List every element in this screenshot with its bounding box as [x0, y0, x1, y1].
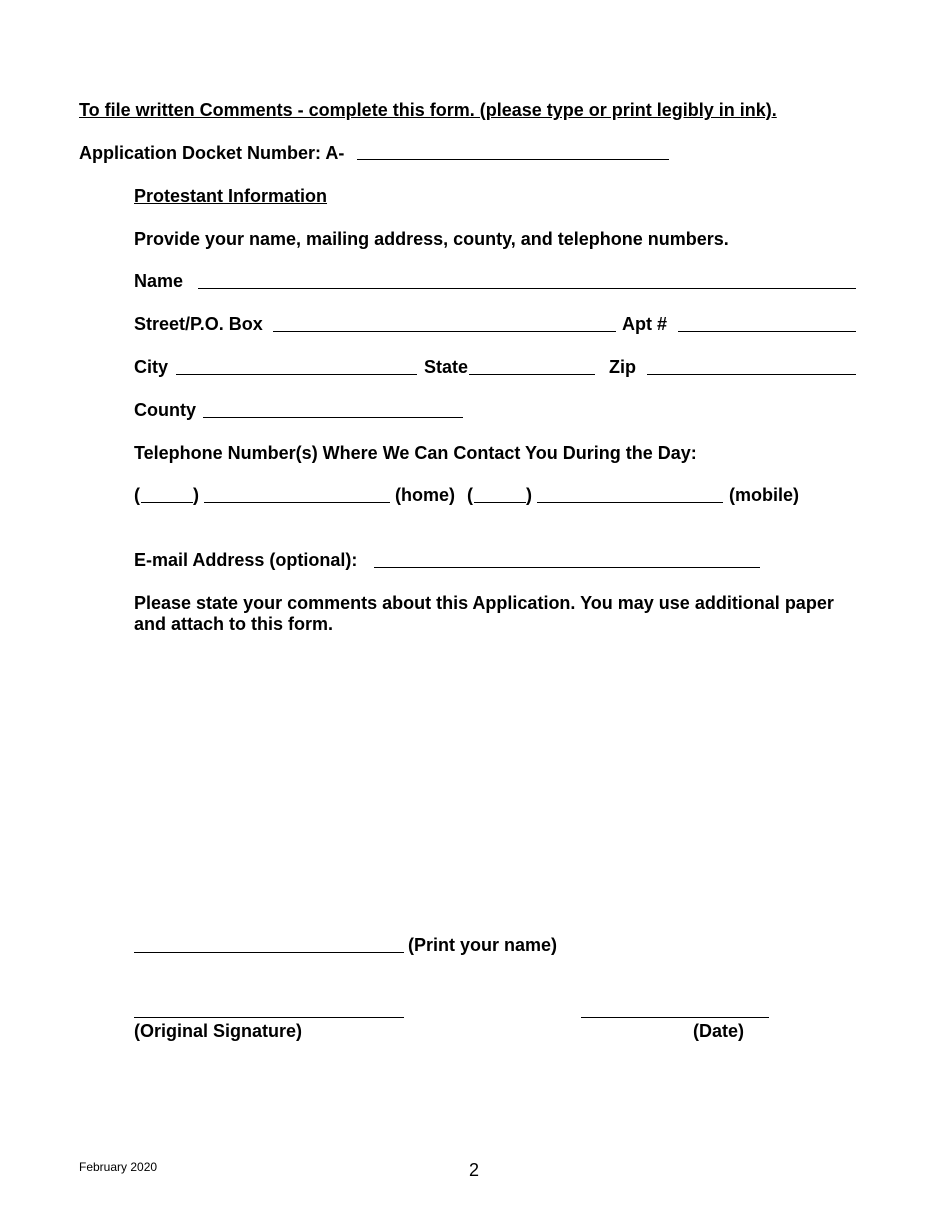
- date-label: (Date): [693, 1021, 745, 1041]
- county-field[interactable]: [203, 417, 463, 418]
- mobile-label: (mobile): [729, 485, 799, 505]
- apt-label: Apt #: [622, 314, 667, 334]
- form-heading: To file written Comments - complete this form. (please type or print legibly in ink).: [79, 100, 777, 120]
- zip-field[interactable]: [647, 374, 856, 375]
- phone-heading: Telephone Number(s) Where We Can Contact You During the Day:: [134, 443, 697, 463]
- name-label: Name: [134, 271, 184, 291]
- home-area-open: (: [134, 485, 140, 505]
- signature-label: (Original Signature): [134, 1021, 303, 1041]
- county-label: County: [134, 400, 196, 420]
- state-label: State: [424, 357, 469, 377]
- email-field[interactable]: [374, 567, 760, 568]
- name-field[interactable]: [198, 288, 856, 289]
- docket-label: Application Docket Number: A-: [79, 143, 345, 163]
- home-label: (home): [395, 485, 455, 505]
- date-field[interactable]: [581, 1017, 769, 1018]
- city-label: City: [134, 357, 169, 377]
- state-field[interactable]: [469, 374, 595, 375]
- signature-field[interactable]: [134, 1017, 404, 1018]
- page-number: 2: [469, 1160, 480, 1180]
- mobile-area-open: (: [467, 485, 473, 505]
- street-field[interactable]: [273, 331, 616, 332]
- email-label: E-mail Address (optional):: [134, 550, 358, 570]
- comments-prompt-line1: Please state your comments about this Application. You may use additional paper: [134, 593, 834, 613]
- print-name-field[interactable]: [134, 952, 404, 953]
- city-field[interactable]: [176, 374, 417, 375]
- comments-area[interactable]: [134, 640, 874, 910]
- mobile-area-close: ): [526, 485, 532, 505]
- mobile-area-code-field[interactable]: [474, 502, 526, 503]
- street-label: Street/P.O. Box: [134, 314, 263, 334]
- section-title: Protestant Information: [134, 186, 328, 206]
- home-area-close: ): [193, 485, 199, 505]
- print-name-label: (Print your name): [408, 935, 558, 955]
- apt-field[interactable]: [678, 331, 856, 332]
- footer-date: February 2020: [79, 1160, 158, 1174]
- instructions-text: Provide your name, mailing address, county, and telephone numbers.: [134, 229, 729, 249]
- docket-number-field[interactable]: [357, 159, 669, 160]
- home-area-code-field[interactable]: [141, 502, 193, 503]
- zip-label: Zip: [609, 357, 636, 377]
- home-phone-field[interactable]: [204, 502, 390, 503]
- mobile-phone-field[interactable]: [537, 502, 723, 503]
- comments-prompt-line2: and attach to this form.: [134, 614, 334, 634]
